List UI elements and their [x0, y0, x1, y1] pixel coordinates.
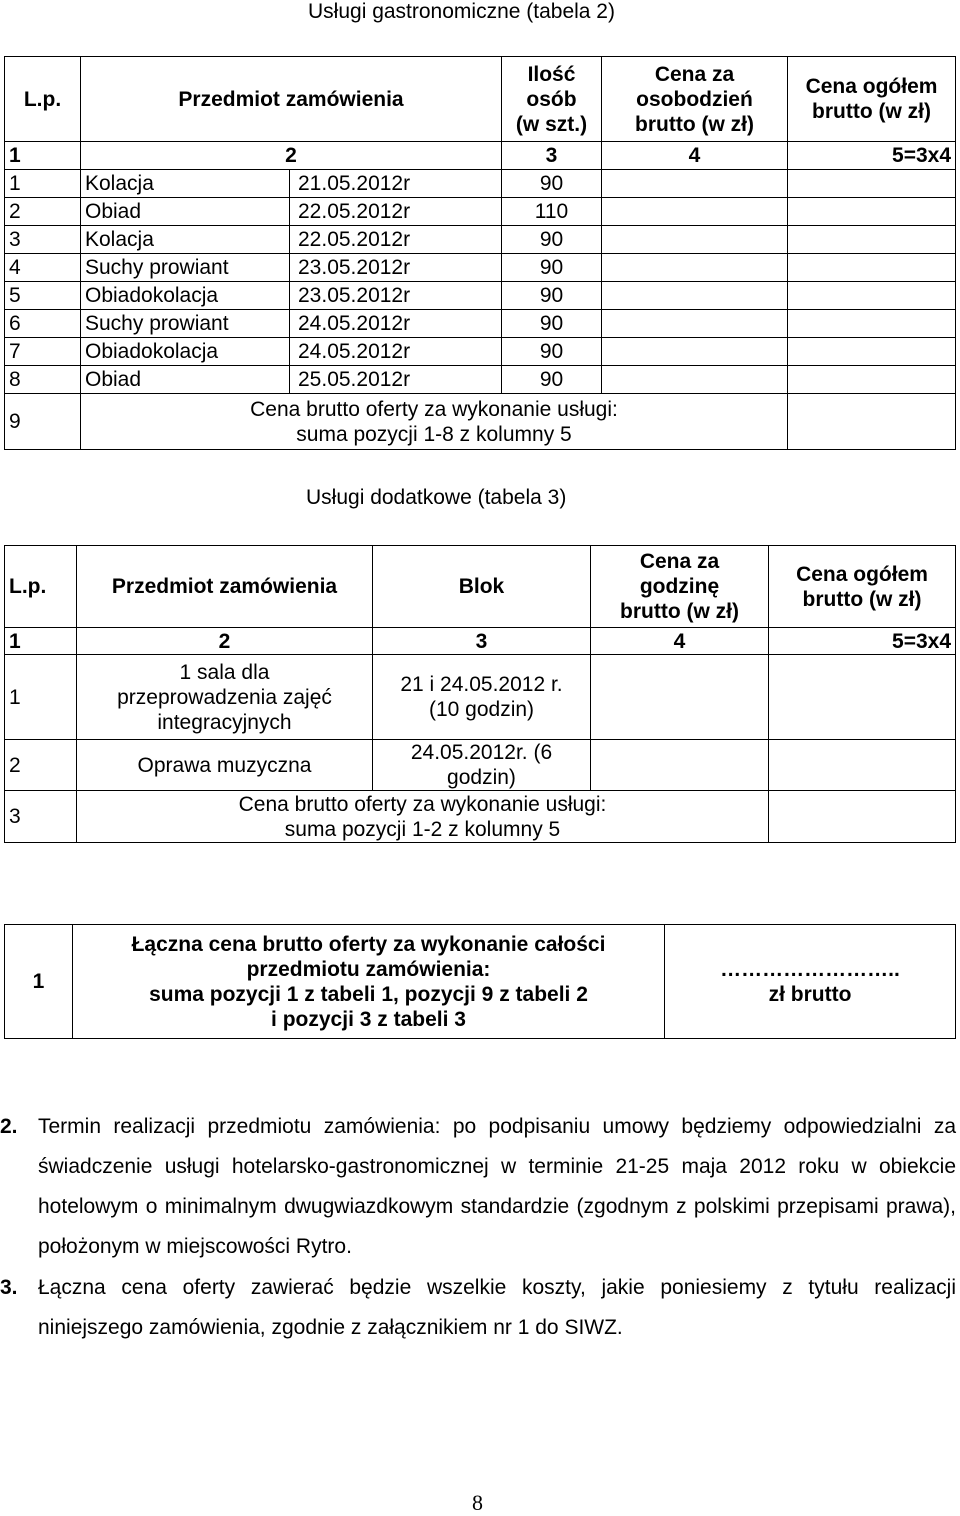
- summary-table: [4, 924, 956, 1039]
- table3-sum-label: Cena brutto oferty za wykonanie usługi: suma pozycji 1-2 z kolumny 5: [77, 791, 769, 843]
- table3-header-lp: L.p.: [5, 546, 77, 628]
- table2-header-unit-price: Cena za osobodzień brutto (w zł): [602, 57, 788, 142]
- total-cell[interactable]: [788, 170, 956, 198]
- table3-header-item: Przedmiot zamówienia: [77, 546, 373, 628]
- table2-sum-label: Cena brutto oferty za wykonanie usługi: suma pozycji 1-8 z kolumny 5: [81, 394, 788, 450]
- unit-price-cell[interactable]: [602, 170, 788, 198]
- unit-price-cell[interactable]: [602, 310, 788, 338]
- table3-sum-value-cell[interactable]: [769, 791, 956, 843]
- table-row: 5 Obiadokolacja 23.05.2012r 90: [5, 282, 956, 310]
- summary-label: Łączna cena brutto oferty za wykonanie całości przedmiotu zamówienia: suma pozycji 1 z tabeli 1, pozycji 9 z tabeli 2 i pozycji 3 z tabeli 3: [73, 925, 665, 1039]
- total-cell[interactable]: [788, 254, 956, 282]
- table2-sum-row: 9 Cena brutto oferty za wykonanie usługi: suma pozycji 1-8 z kolumny 5: [5, 394, 956, 450]
- unit-price-cell[interactable]: [591, 655, 769, 740]
- total-cell[interactable]: [769, 655, 956, 740]
- paragraph-2: 2. Termin realizacji przedmiotu zamówienia: po podpisaniu umowy będziemy odpowiedzialni za świadczenie usługi hotelarsko-gastronomicznej w terminie 21-25 maja 2012 roku w obiekcie hotelowym o minimalnym dwugwiazdkowym standardzie (zgodnym z polskimi przepisami prawa), położonym w miejscowości Rytro.: [0, 1115, 956, 1258]
- table3: [4, 545, 956, 843]
- table3-header-row: [5, 546, 956, 628]
- table3-colnum-row: 1 2 3 4 5=3x4: [5, 628, 956, 655]
- table-row: 1 1 sala dla przeprowadzenia zajęć integracyjnych 21 i 24.05.2012 r. (10 godzin): [5, 655, 956, 740]
- table3-header-unit-price: Cena za godzinę brutto (w zł): [591, 546, 769, 628]
- table3-header-block: Blok: [373, 546, 591, 628]
- table-row: 6 Suchy prowiant 24.05.2012r 90: [5, 310, 956, 338]
- total-cell[interactable]: [788, 310, 956, 338]
- total-cell[interactable]: [788, 282, 956, 310]
- table-row: 7 Obiadokolacja 24.05.2012r 90: [5, 338, 956, 366]
- unit-price-cell[interactable]: [602, 254, 788, 282]
- table2-header-row: [5, 57, 956, 142]
- total-cell[interactable]: [788, 226, 956, 254]
- unit-price-cell[interactable]: [602, 282, 788, 310]
- table2-header-total: Cena ogółem brutto (w zł): [788, 57, 956, 142]
- unit-price-cell[interactable]: [591, 740, 769, 791]
- table2-header-qty: Ilość osób (w szt.): [502, 57, 602, 142]
- unit-price-cell[interactable]: [602, 338, 788, 366]
- total-cell[interactable]: [788, 338, 956, 366]
- table2-header-lp: L.p.: [5, 57, 81, 142]
- table3-sum-row: 3 Cena brutto oferty za wykonanie usługi: suma pozycji 1-2 z kolumny 5: [5, 791, 956, 843]
- table3-header-total: Cena ogółem brutto (w zł): [769, 546, 956, 628]
- table-row: 3 Kolacja 22.05.2012r 90: [5, 226, 956, 254]
- unit-price-cell[interactable]: [602, 366, 788, 394]
- summary-value[interactable]: …………………….. zł brutto: [665, 925, 956, 1039]
- table2: [4, 56, 956, 450]
- table-row: 1 Kolacja 21.05.2012r 90: [5, 170, 956, 198]
- paragraph-3: 3. Łączna cena oferty zawierać będzie wszelkie koszty, jakie poniesiemy z tytułu realizacji niniejszego zamówienia, zgodnie z załącznikiem nr 1 do SIWZ.: [0, 1276, 956, 1339]
- total-cell[interactable]: [788, 198, 956, 226]
- table2-sum-value-cell[interactable]: [788, 394, 956, 450]
- table-row: 8 Obiad 25.05.2012r 90: [5, 366, 956, 394]
- table-row: 4 Suchy prowiant 23.05.2012r 90: [5, 254, 956, 282]
- table3-title: Usługi dodatkowe (tabela 3): [306, 486, 567, 509]
- table2-header-item: Przedmiot zamówienia: [81, 57, 502, 142]
- total-cell[interactable]: [788, 366, 956, 394]
- page-number: 8: [472, 1490, 483, 1515]
- table2-colnum-row: 1 2 3 4 5=3x4: [5, 142, 956, 170]
- unit-price-cell[interactable]: [602, 198, 788, 226]
- summary-row: 1 Łączna cena brutto oferty za wykonanie całości przedmiotu zamówienia: suma pozycji 1 z tabeli 1, pozycji 9 z tabeli 2 i pozycji 3 z tabeli 3 …………………….. zł brutto: [5, 925, 956, 1039]
- table-row: 2 Obiad 22.05.2012r 110: [5, 198, 956, 226]
- table-row: 2 Oprawa muzyczna 24.05.2012r. (6 godzin): [5, 740, 956, 791]
- table2-title: Usługi gastronomiczne (tabela 2): [308, 0, 615, 23]
- total-cell[interactable]: [769, 740, 956, 791]
- unit-price-cell[interactable]: [602, 226, 788, 254]
